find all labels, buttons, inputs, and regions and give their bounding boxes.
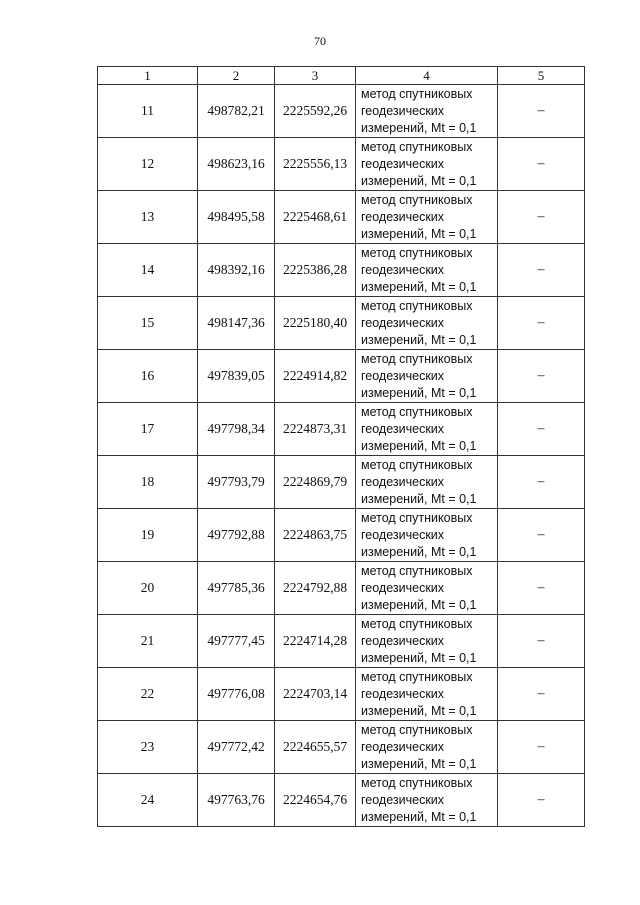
method-cell bbox=[356, 668, 498, 721]
x-coordinate-cell: 498147,36 bbox=[198, 297, 275, 350]
method-cell bbox=[356, 774, 498, 827]
point-number-cell: 20 bbox=[98, 562, 198, 615]
table-row bbox=[98, 350, 585, 403]
table-row bbox=[98, 721, 585, 774]
method-line: измерений, Mt = 0,1 bbox=[361, 756, 477, 771]
method-line: измерений, Mt = 0,1 bbox=[361, 597, 477, 612]
y-coordinate-cell: 2224873,31 bbox=[275, 403, 356, 456]
method-line: измерений, Mt = 0,1 bbox=[361, 120, 477, 135]
method-line: геодезических bbox=[361, 580, 445, 595]
method-line: измерений, Mt = 0,1 bbox=[361, 703, 477, 718]
note-cell: – bbox=[498, 509, 585, 562]
point-number-cell: 17 bbox=[98, 403, 198, 456]
point-number-cell: 21 bbox=[98, 615, 198, 668]
y-coordinate-cell: 2224869,79 bbox=[275, 456, 356, 509]
header-col-5: 5 bbox=[498, 67, 585, 85]
table-row bbox=[98, 138, 585, 191]
point-number-cell: 11 bbox=[98, 85, 198, 138]
method-cell bbox=[356, 456, 498, 509]
note-cell: – bbox=[498, 774, 585, 827]
method-cell bbox=[356, 615, 498, 668]
method-line: геодезических bbox=[361, 315, 445, 330]
note-cell: – bbox=[498, 138, 585, 191]
point-number-cell: 22 bbox=[98, 668, 198, 721]
y-coordinate-cell: 2224792,88 bbox=[275, 562, 356, 615]
method-line: геодезических bbox=[361, 156, 445, 171]
page-number: 70 bbox=[314, 34, 326, 48]
x-coordinate-cell: 497777,45 bbox=[198, 615, 275, 668]
method-line: метод спутниковых bbox=[361, 404, 473, 419]
x-coordinate-cell: 497793,79 bbox=[198, 456, 275, 509]
x-coordinate-cell: 497772,42 bbox=[198, 721, 275, 774]
x-coordinate-cell: 497839,05 bbox=[198, 350, 275, 403]
method-line: геодезических bbox=[361, 633, 445, 648]
y-coordinate-cell: 2225386,28 bbox=[275, 244, 356, 297]
method-line: метод спутниковых bbox=[361, 722, 473, 737]
note-cell: – bbox=[498, 403, 585, 456]
table-row bbox=[98, 456, 585, 509]
note-cell: – bbox=[498, 615, 585, 668]
method-line: измерений, Mt = 0,1 bbox=[361, 809, 477, 824]
table-row bbox=[98, 403, 585, 456]
point-number-cell: 12 bbox=[98, 138, 198, 191]
header-col-4: 4 bbox=[356, 67, 498, 85]
header-col-2: 2 bbox=[198, 67, 275, 85]
method-line: измерений, Mt = 0,1 bbox=[361, 279, 477, 294]
x-coordinate-cell: 498392,16 bbox=[198, 244, 275, 297]
method-line: метод спутниковых bbox=[361, 563, 473, 578]
note-cell: – bbox=[498, 562, 585, 615]
y-coordinate-cell: 2225468,61 bbox=[275, 191, 356, 244]
point-number-cell: 23 bbox=[98, 721, 198, 774]
method-line: измерений, Mt = 0,1 bbox=[361, 332, 477, 347]
method-line: геодезических bbox=[361, 421, 445, 436]
method-cell bbox=[356, 350, 498, 403]
method-cell bbox=[356, 562, 498, 615]
table-row bbox=[98, 509, 585, 562]
method-cell bbox=[356, 721, 498, 774]
y-coordinate-cell: 2225592,26 bbox=[275, 85, 356, 138]
method-line: геодезических bbox=[361, 103, 445, 118]
method-line: геодезических bbox=[361, 262, 445, 277]
note-cell: – bbox=[498, 456, 585, 509]
method-line: измерений, Mt = 0,1 bbox=[361, 650, 477, 665]
method-cell bbox=[356, 138, 498, 191]
method-line: метод спутниковых bbox=[361, 192, 473, 207]
method-line: геодезических bbox=[361, 368, 445, 383]
y-coordinate-cell: 2224714,28 bbox=[275, 615, 356, 668]
x-coordinate-cell: 498782,21 bbox=[198, 85, 275, 138]
x-coordinate-cell: 497798,34 bbox=[198, 403, 275, 456]
point-number-cell: 14 bbox=[98, 244, 198, 297]
x-coordinate-cell: 497785,36 bbox=[198, 562, 275, 615]
point-number-cell: 16 bbox=[98, 350, 198, 403]
method-line: метод спутниковых bbox=[361, 616, 473, 631]
note-cell: – bbox=[498, 244, 585, 297]
method-line: метод спутниковых bbox=[361, 351, 473, 366]
y-coordinate-cell: 2224914,82 bbox=[275, 350, 356, 403]
table-row bbox=[98, 615, 585, 668]
method-line: геодезических bbox=[361, 527, 445, 542]
note-cell: – bbox=[498, 350, 585, 403]
point-number-cell: 24 bbox=[98, 774, 198, 827]
note-cell: – bbox=[498, 668, 585, 721]
method-cell bbox=[356, 403, 498, 456]
method-line: метод спутниковых bbox=[361, 775, 473, 790]
method-line: измерений, Mt = 0,1 bbox=[361, 544, 477, 559]
method-line: измерений, Mt = 0,1 bbox=[361, 226, 477, 241]
point-number-cell: 15 bbox=[98, 297, 198, 350]
x-coordinate-cell: 498495,58 bbox=[198, 191, 275, 244]
method-cell bbox=[356, 297, 498, 350]
method-line: измерений, Mt = 0,1 bbox=[361, 385, 477, 400]
table-row bbox=[98, 562, 585, 615]
note-cell: – bbox=[498, 297, 585, 350]
table-row bbox=[98, 244, 585, 297]
method-line: метод спутниковых bbox=[361, 669, 473, 684]
y-coordinate-cell: 2224703,14 bbox=[275, 668, 356, 721]
method-line: геодезических bbox=[361, 739, 445, 754]
method-line: метод спутниковых bbox=[361, 86, 473, 101]
table-row bbox=[98, 297, 585, 350]
x-coordinate-cell: 497776,08 bbox=[198, 668, 275, 721]
y-coordinate-cell: 2225180,40 bbox=[275, 297, 356, 350]
method-line: измерений, Mt = 0,1 bbox=[361, 491, 477, 506]
note-cell: – bbox=[498, 721, 585, 774]
method-cell bbox=[356, 85, 498, 138]
y-coordinate-cell: 2224655,57 bbox=[275, 721, 356, 774]
header-row bbox=[98, 67, 585, 85]
method-line: метод спутниковых bbox=[361, 457, 473, 472]
method-line: геодезических bbox=[361, 209, 445, 224]
note-cell: – bbox=[498, 85, 585, 138]
method-line: метод спутниковых bbox=[361, 510, 473, 525]
method-line: измерений, Mt = 0,1 bbox=[361, 438, 477, 453]
method-line: метод спутниковых bbox=[361, 298, 473, 313]
method-line: измерений, Mt = 0,1 bbox=[361, 173, 477, 188]
point-number-cell: 19 bbox=[98, 509, 198, 562]
method-line: геодезических bbox=[361, 474, 445, 489]
table-row bbox=[98, 774, 585, 827]
x-coordinate-cell: 497763,76 bbox=[198, 774, 275, 827]
y-coordinate-cell: 2225556,13 bbox=[275, 138, 356, 191]
method-line: метод спутниковых bbox=[361, 139, 473, 154]
method-line: геодезических bbox=[361, 686, 445, 701]
x-coordinate-cell: 497792,88 bbox=[198, 509, 275, 562]
header-col-1: 1 bbox=[98, 67, 198, 85]
method-line: геодезических bbox=[361, 792, 445, 807]
table-row bbox=[98, 668, 585, 721]
method-cell bbox=[356, 191, 498, 244]
table-row bbox=[98, 85, 585, 138]
x-coordinate-cell: 498623,16 bbox=[198, 138, 275, 191]
table-row bbox=[98, 191, 585, 244]
note-cell: – bbox=[498, 191, 585, 244]
point-number-cell: 13 bbox=[98, 191, 198, 244]
point-number-cell: 18 bbox=[98, 456, 198, 509]
coordinates-table bbox=[97, 66, 585, 827]
table-body bbox=[98, 85, 585, 827]
method-cell bbox=[356, 509, 498, 562]
header-col-3: 3 bbox=[275, 67, 356, 85]
y-coordinate-cell: 2224863,75 bbox=[275, 509, 356, 562]
method-line: метод спутниковых bbox=[361, 245, 473, 260]
method-cell bbox=[356, 244, 498, 297]
y-coordinate-cell: 2224654,76 bbox=[275, 774, 356, 827]
